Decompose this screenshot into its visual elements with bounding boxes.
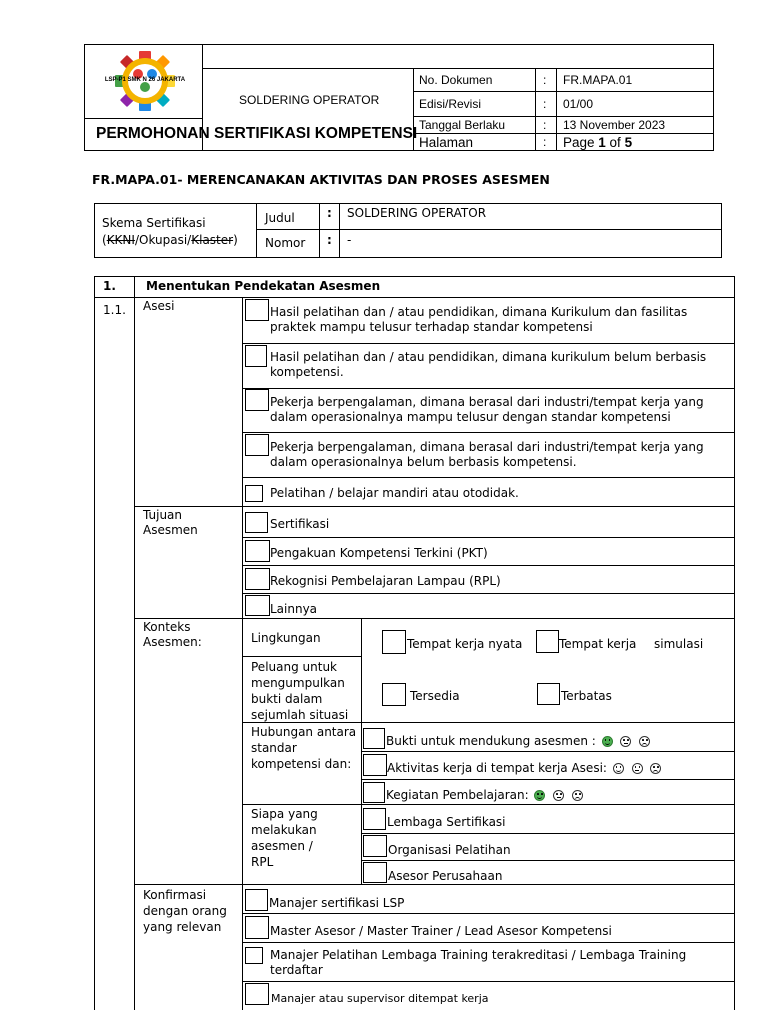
meta-value: 01/00: [563, 97, 594, 111]
hubungan-option: Aktivitas kerja di tempat kerja Asesi:: [387, 761, 663, 776]
sad-face-icon: [650, 763, 661, 774]
peluang-option: Terbatas: [561, 689, 612, 703]
tujuan-option: Lainnya: [270, 602, 318, 616]
konfirmasi-option: Manajer atau supervisor ditempat kerja: [271, 992, 489, 1005]
konfirmasi-option: Manajer Pelatihan Lembaga Training terakreditasi / Lembaga Training terdaftar: [270, 948, 687, 977]
konfirmasi-checkbox[interactable]: [245, 947, 263, 964]
peluang-checkbox[interactable]: [537, 683, 560, 705]
lingkungan-option: Tempat kerja nyata: [407, 637, 523, 651]
asesi-checkbox[interactable]: [245, 485, 263, 502]
lingkungan-checkbox[interactable]: [382, 630, 406, 654]
asesi-option: Hasil pelatihan dan / atau pendidikan, dimana kurikulum belum berbasis kompetensi.: [270, 350, 707, 379]
neutral-face-icon: [632, 763, 643, 774]
hubungan-checkbox[interactable]: [363, 754, 387, 776]
logo-text: LSP-P1 SMK N 26 JAKARTA: [104, 77, 186, 83]
nomor-label: Nomor: [265, 236, 306, 250]
smile-icon: [534, 790, 545, 801]
lingkungan-label: Lingkungan: [251, 631, 321, 645]
hubungan-option: Kegiatan Pembelajaran:: [386, 788, 585, 803]
konteks-label: Konteks Asesmen:: [143, 620, 202, 649]
lingkungan-checkbox[interactable]: [536, 630, 559, 653]
tujuan-checkbox[interactable]: [245, 512, 268, 533]
meta-value: 13 November 2023: [563, 118, 666, 132]
section-number: 1.: [103, 279, 116, 293]
asesi-checkbox[interactable]: [245, 299, 269, 321]
meta-sep: :: [543, 135, 547, 149]
section-heading: Menentukan Pendekatan Asesmen: [146, 279, 381, 293]
meta-sep: :: [543, 118, 547, 132]
neutral-face-icon: [553, 790, 564, 801]
siapa-option: Organisasi Pelatihan: [388, 843, 511, 857]
scheme-name: SOLDERING OPERATOR: [239, 93, 380, 107]
tujuan-checkbox[interactable]: [245, 595, 270, 616]
siapa-label: Siapa yang melakukan asesmen / RPL: [251, 807, 318, 869]
judul-sep: :: [327, 206, 332, 220]
tujuan-label: Tujuan Asesmen: [143, 508, 198, 537]
hubungan-label: Hubungan antara standar kompetensi dan:: [251, 725, 357, 771]
meta-label: Halaman: [419, 135, 474, 150]
tujuan-checkbox[interactable]: [245, 540, 270, 562]
siapa-checkbox[interactable]: [363, 808, 386, 830]
sad-face-icon: [572, 790, 583, 801]
asesi-label: Asesi: [143, 299, 175, 313]
doc-title: PERMOHONAN SERTIFIKASI KOMPETENSI: [96, 125, 418, 142]
konfirmasi-checkbox[interactable]: [245, 983, 269, 1005]
tujuan-option: Pengakuan Kompetensi Terkini (PKT): [270, 546, 488, 560]
meta-value: FR.MAPA.01: [563, 73, 633, 87]
siapa-checkbox[interactable]: [363, 835, 387, 857]
asesi-option: Pekerja berpengalaman, dimana berasal dari industri/tempat kerja yang dalam operasionalnya mampu telusur dengan standar kompetensi: [270, 395, 704, 424]
lsp-logo: [100, 46, 190, 116]
meta-sep: :: [543, 97, 547, 111]
meta-label: Edisi/Revisi: [419, 97, 482, 111]
asesi-option: Pelatihan / belajar mandiri atau otodidak.: [270, 486, 519, 500]
asesi-checkbox[interactable]: [245, 434, 269, 456]
peluang-option: Tersedia: [410, 689, 460, 703]
sad-face-icon: [639, 736, 650, 747]
nomor-sep: :: [327, 233, 332, 247]
konfirmasi-option: Master Asesor / Master Trainer / Lead Asesor Kompetensi: [270, 924, 612, 938]
asesi-checkbox[interactable]: [245, 345, 267, 367]
asesi-option: Pekerja berpengalaman, dimana berasal dari industri/tempat kerja yang dalam operasionalnya belum berbasis kompetensi.: [270, 440, 704, 469]
hubungan-checkbox[interactable]: [363, 782, 385, 803]
asesi-checkbox[interactable]: [245, 389, 269, 411]
siapa-option: Lembaga Sertifikasi: [387, 815, 506, 829]
neutral-face-icon: [620, 736, 631, 747]
judul-label: Judul: [265, 211, 295, 225]
smile-icon: [602, 736, 613, 747]
tujuan-option: Sertifikasi: [270, 517, 330, 531]
section-title: FR.MAPA.01- MERENCANAKAN AKTIVITAS DAN PROSES ASESMEN: [92, 172, 550, 187]
asesi-option: Hasil pelatihan dan / atau pendidikan, dimana Kurikulum dan fasilitas praktek mampu telusur terhadap standar kompetensi: [270, 305, 688, 334]
sub-number: 1.1.: [103, 303, 126, 317]
meta-label: Tanggal Berlaku: [419, 118, 506, 132]
siapa-option: Asesor Perusahaan: [388, 869, 503, 883]
tujuan-checkbox[interactable]: [245, 568, 270, 590]
peluang-checkbox[interactable]: [382, 683, 406, 706]
peluang-label: Peluang untuk mengumpulkan bukti dalam sejumlah situasi: [251, 660, 349, 722]
nomor-value: -: [347, 233, 352, 247]
smile-icon: [613, 763, 624, 774]
judul-value: SOLDERING OPERATOR: [347, 206, 487, 220]
konfirmasi-checkbox[interactable]: [245, 916, 269, 939]
meta-sep: :: [543, 73, 547, 87]
siapa-checkbox[interactable]: [363, 862, 387, 883]
page-indicator: Page 1 of 5: [563, 135, 633, 150]
lingkungan-option: Tempat kerja: [559, 637, 637, 651]
konfirmasi-label: Konfirmasi dengan orang yang relevan: [143, 888, 227, 934]
skema-types: (KKNI/Okupasi/Klaster): [102, 233, 238, 247]
hubungan-option: Bukti untuk mendukung asesmen :: [386, 734, 652, 749]
konfirmasi-checkbox[interactable]: [245, 889, 268, 911]
meta-label: No. Dokumen: [419, 73, 493, 87]
skema-label: Skema Sertifikasi: [102, 216, 206, 230]
hubungan-checkbox[interactable]: [363, 728, 385, 749]
konfirmasi-option: Manajer sertifikasi LSP: [269, 896, 405, 910]
lingkungan-option-suffix: simulasi: [654, 637, 704, 651]
tujuan-option: Rekognisi Pembelajaran Lampau (RPL): [270, 574, 501, 588]
